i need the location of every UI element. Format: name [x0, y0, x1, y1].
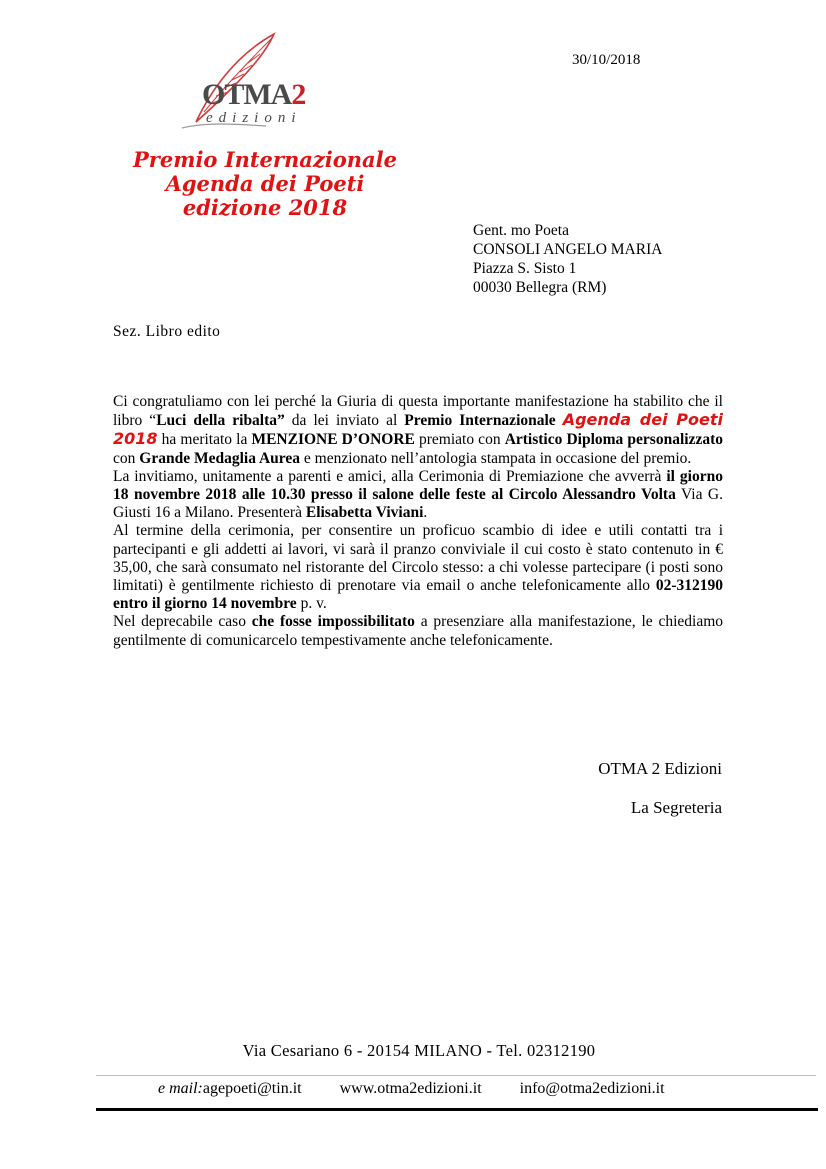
prize-title: [110, 148, 420, 220]
letter-date: 30/10/2018: [572, 52, 641, 68]
signature-organization: OTMA 2 Edizioni: [598, 759, 722, 778]
book-title: Luci della ribalta”: [156, 412, 285, 430]
logo-wordmark: [202, 78, 305, 112]
footer-divider: [96, 1075, 816, 1076]
footer-address: Via Cesariano 6 - 20154 MILANO - Tel. 02312190: [242, 1041, 596, 1060]
text-run: Ci congratuliamo con lei perché la Giuria di questa importante manifestazione ha stabilito che il libro “: [113, 393, 723, 430]
recipient-salutation: Gent. mo Poeta: [473, 222, 569, 239]
text-run: Al termine della cerimonia, per consentire un proficuo scambio di idee e utili contatti tra i partecipanti e gli addetti ai lavori, vi sarà il pranzo conviviale il cui costo è stato contenuto in € 35,00, che sarà consumato nel ristorante del Circolo stesso: a chi volesse partecipare (i posti sono limitati) è gentilmente richiesto di prenotare via email o anche telefonicamente allo: [113, 522, 723, 595]
text-run: .: [423, 504, 428, 522]
footer-bottom-rule: [96, 1108, 818, 1111]
recipient-name: CONSOLI ANGELO MARIA: [473, 241, 663, 258]
paragraph-lunch: [113, 522, 723, 613]
presenter-name: Elisabetta Viviani: [305, 504, 424, 522]
text-run: ha meritato la: [157, 431, 252, 449]
text-run: e menzionato nell’antologia stampata in occasione del premio.: [300, 449, 692, 467]
recipient-city: 00030 Bellegra (RM): [473, 279, 607, 296]
award-diploma: Artistico Diploma personalizzato: [504, 431, 723, 449]
impossibility-phrase: che fosse impossibilitato: [251, 613, 415, 631]
footer-info-email-link[interactable]: info@otma2edizioni.it: [519, 1080, 665, 1097]
text-run: La invitiamo, unitamente a parenti e amici, alla Cerimonia di Premiazione che avverrà: [113, 467, 667, 485]
footer-email-group: [158, 1080, 302, 1097]
footer-contacts: [158, 1080, 665, 1098]
prize-title-line2: Agenda dei Poeti: [165, 171, 365, 196]
ceremony-date-place: il giorno 18 novembre 2018 alle 10.30 presso il salone delle feste al Circolo Alessandro Volta: [113, 467, 723, 504]
paragraph-absence: [113, 613, 723, 649]
signature-office: La Segreteria: [630, 798, 722, 817]
publisher-logo: [176, 30, 366, 135]
paragraph-congratulations: [113, 393, 723, 468]
text-run: con: [113, 449, 140, 467]
text-run: premiato con: [414, 431, 505, 449]
award-menzione: MENZIONE D’ONORE: [251, 431, 415, 449]
logo-number: 2: [291, 78, 306, 111]
recipient-street: Piazza S. Sisto 1: [473, 260, 577, 277]
prize-title-line1: Premio Internazionale: [133, 147, 397, 172]
recipient-address: [473, 221, 662, 297]
section-label: Sez. Libro edito: [113, 323, 221, 340]
text-run: p. v.: [296, 595, 327, 613]
logo-word: OTMA: [202, 78, 292, 111]
letter-body: [113, 393, 723, 650]
prize-title-line3: edizione 2018: [182, 195, 348, 220]
premio-name: Premio Internazionale: [404, 412, 556, 430]
award-medaglia: Grande Medaglia Aurea: [139, 449, 301, 467]
footer-website-link[interactable]: www.otma2edizioni.it: [339, 1080, 482, 1097]
agenda-dei-poeti-name: Agenda dei Poeti 2018: [113, 410, 723, 449]
booking-phone-deadline: 02-312190 entro il giorno 14 novembre: [113, 577, 723, 613]
logo-subtitle: edizioni: [206, 110, 302, 126]
text-run: da lei inviato al: [284, 412, 405, 430]
paragraph-invitation: [113, 468, 723, 523]
footer-email-link[interactable]: agepoeti@tin.it: [202, 1080, 302, 1097]
footer-email-label: e mail:: [158, 1080, 203, 1097]
text-run: a presenziare alla manifestazione, le chiediamo gentilmente di comunicarcelo tempestivamente anche telefonicamente.: [113, 613, 724, 649]
text-run: Nel deprecabile caso: [113, 613, 252, 631]
text-run: Via G. Giusti 16 a Milano. Presenterà: [113, 486, 723, 522]
